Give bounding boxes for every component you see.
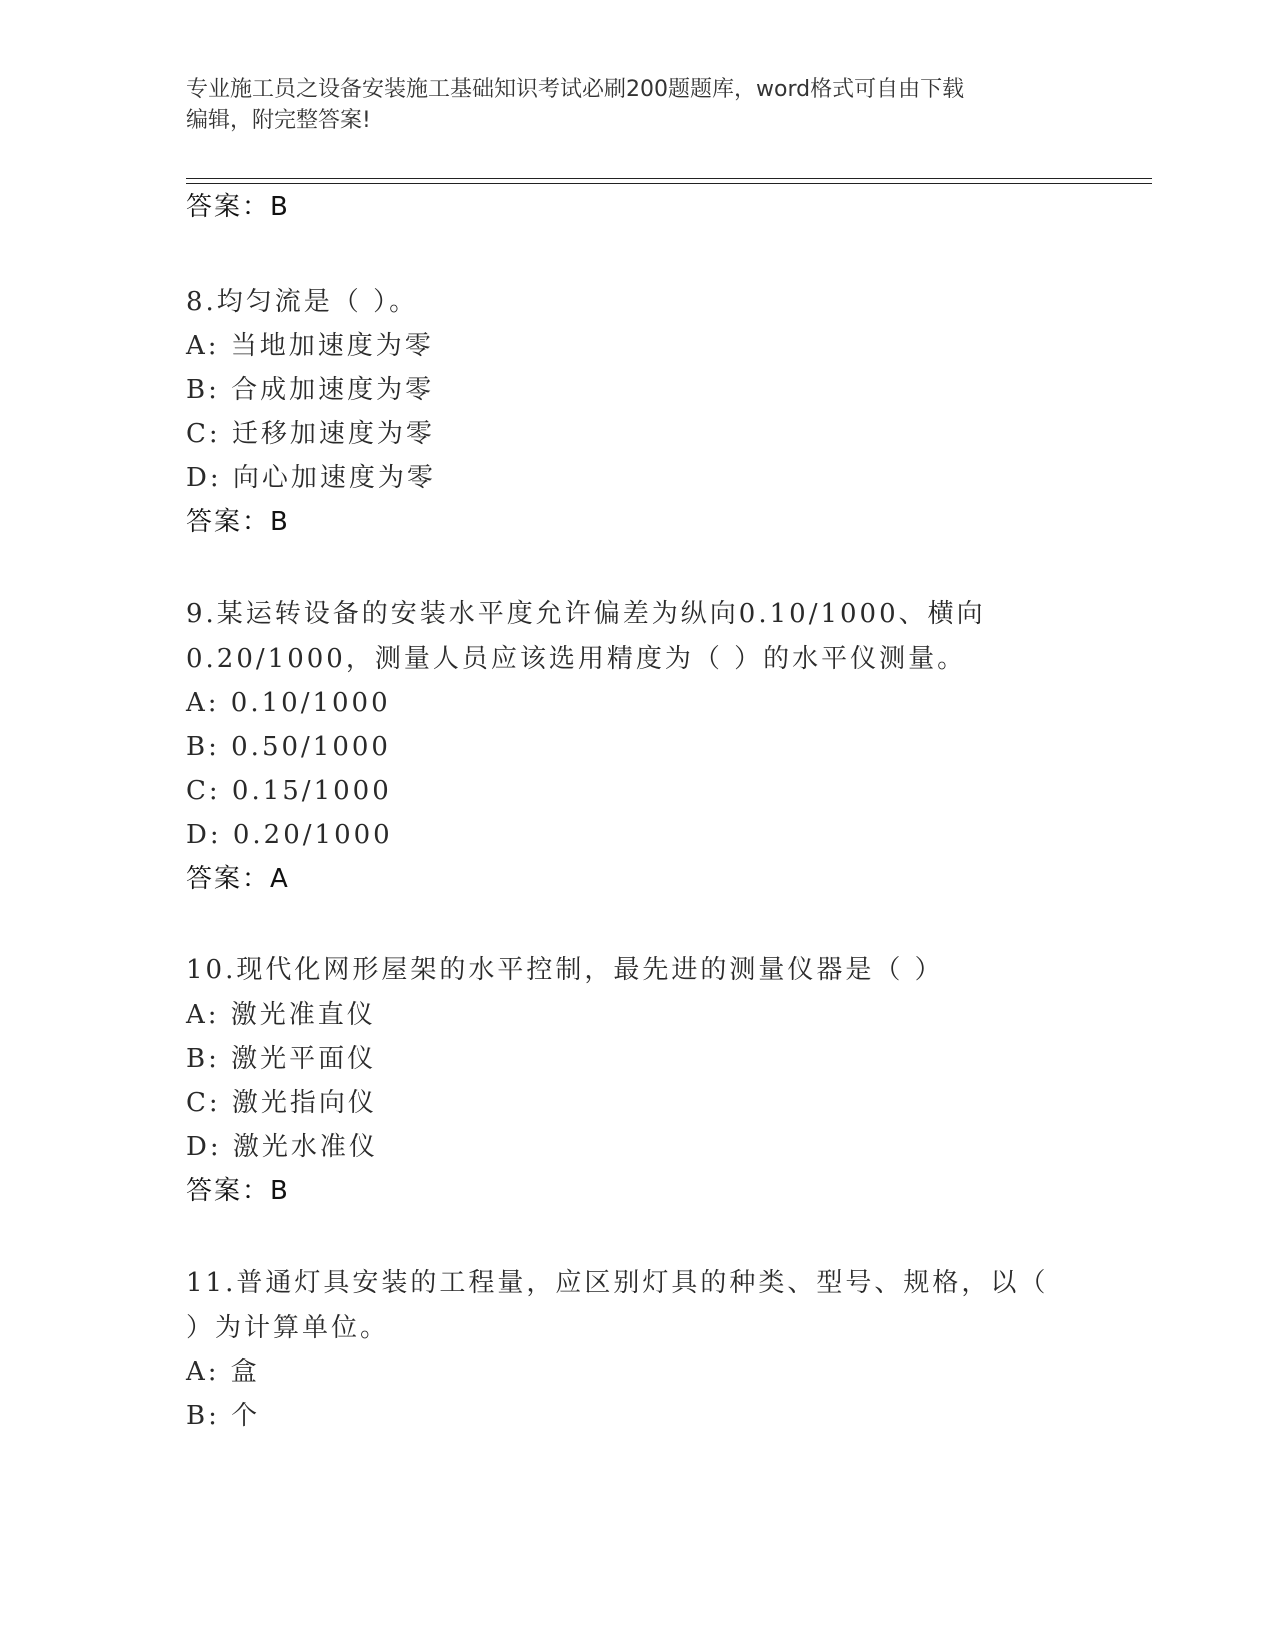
question-8-stem: 8.均匀流是（ ）。 <box>186 287 419 317</box>
question-10-option-b: B: 激光平面仪 <box>186 1044 377 1074</box>
question-10-stem: 10.现代化网形屋架的水平控制，最先进的测量仪器是（ ） <box>186 955 944 985</box>
answer-q8: 答案：B <box>186 507 290 537</box>
question-9-option-b: B: 0.50/1000 <box>186 732 391 762</box>
answer-q9: 答案：A <box>186 864 290 894</box>
question-10-option-d: D: 激光水准仪 <box>186 1132 378 1162</box>
question-9-option-c: C: 0.15/1000 <box>186 776 392 806</box>
question-8-option-c: C: 迁移加速度为零 <box>186 419 435 449</box>
header-divider-top <box>186 178 1152 179</box>
question-8-option-d: D: 向心加速度为零 <box>186 463 436 493</box>
question-11-stem-line-2: ）为计算单位。 <box>186 1313 390 1343</box>
question-9-option-a: A: 0.10/1000 <box>186 688 391 718</box>
question-11-option-b: B: 个 <box>186 1401 261 1431</box>
question-9-stem-line-2: 0.20/1000，测量人员应该选用精度为（ ）的水平仪测量。 <box>186 644 967 674</box>
question-8-option-b: B: 合成加速度为零 <box>186 375 435 405</box>
document-header <box>186 74 1066 136</box>
question-10-option-c: C: 激光指向仪 <box>186 1088 377 1118</box>
header-title-line-2: 编辑，附完整答案! <box>186 108 371 133</box>
question-11-stem-line-1: 11.普通灯具安装的工程量，应区别灯具的种类、型号、规格，以（ <box>186 1268 1049 1298</box>
header-divider-bottom <box>186 183 1152 184</box>
answer-q10: 答案：B <box>186 1176 290 1206</box>
header-title-line-1: 专业施工员之设备安装施工基础知识考试必刷200题题库，word格式可自由下载 <box>186 77 965 102</box>
question-8-option-a: A: 当地加速度为零 <box>186 331 434 361</box>
question-11-option-a: A: 盒 <box>186 1357 260 1387</box>
question-10-option-a: A: 激光准直仪 <box>186 1000 376 1030</box>
question-9-stem-line-1: 9.某运转设备的安装水平度允许偏差为纵向0.10/1000、横向 <box>186 599 986 629</box>
question-9-option-d: D: 0.20/1000 <box>186 820 393 850</box>
answer-q7: 答案：B <box>186 192 290 222</box>
